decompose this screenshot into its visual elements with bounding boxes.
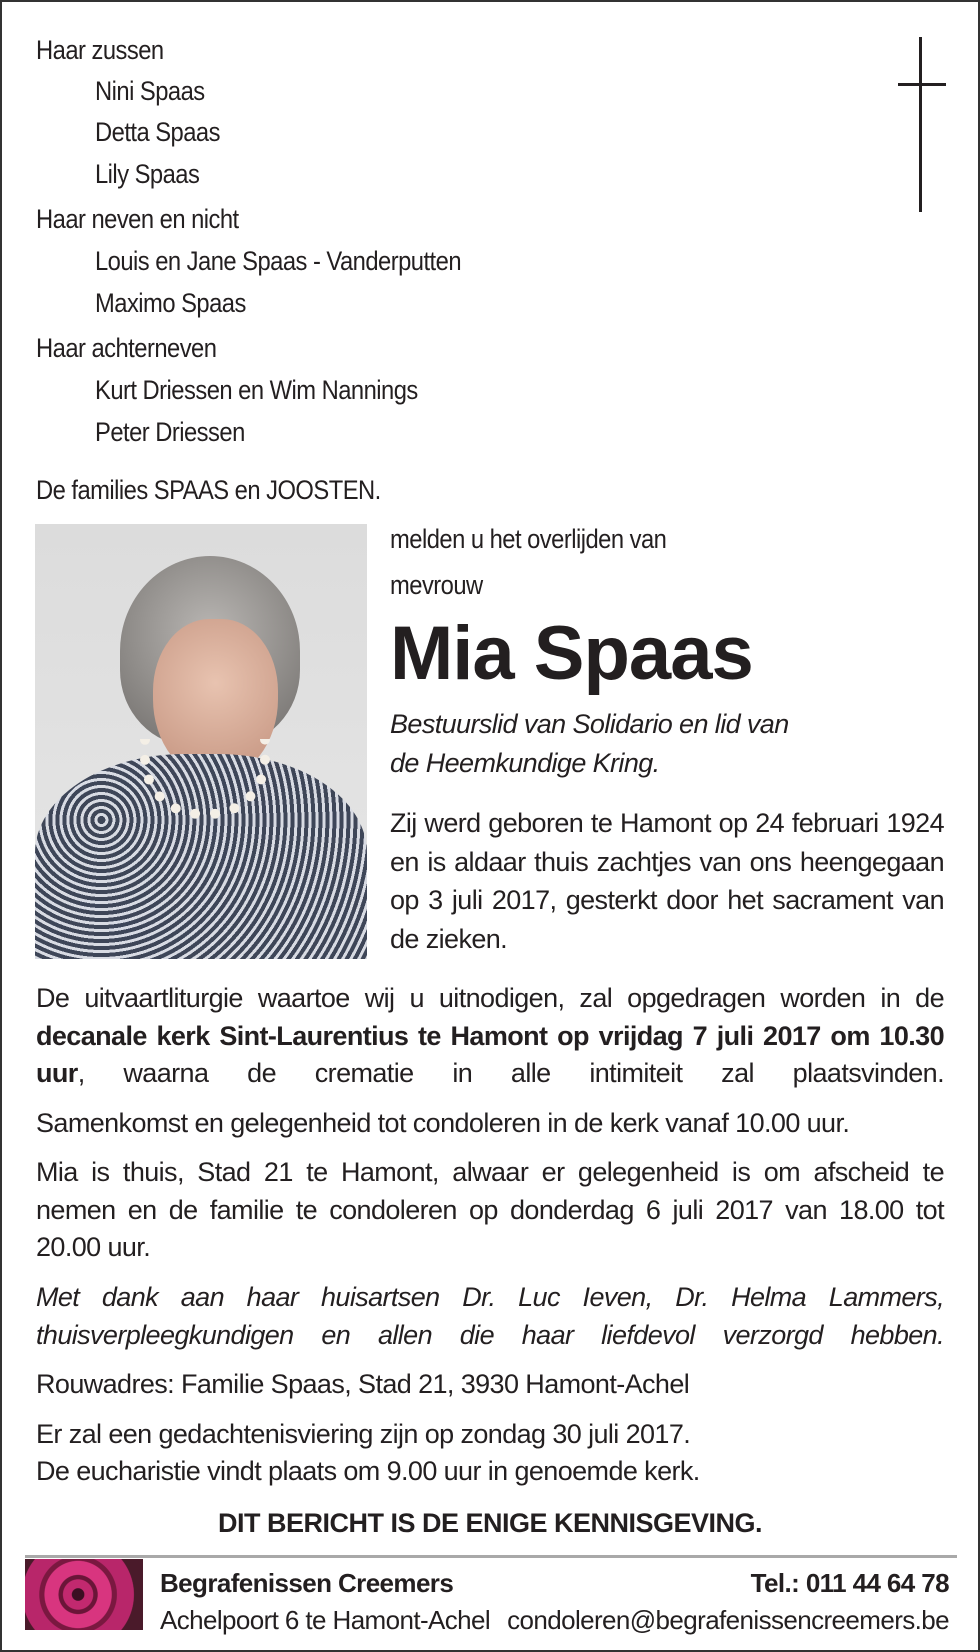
families-line: De families SPAAS en JOOSTEN. <box>36 475 381 505</box>
grandnephews-heading: Haar achterneven <box>36 333 217 363</box>
footer-divider <box>25 1555 957 1558</box>
memorial-line: De eucharistie vindt plaats om 9.00 uur in genoemde kerk. <box>36 1456 700 1486</box>
family-member: Maximo Spaas <box>95 288 246 318</box>
sisters-heading: Haar zussen <box>36 35 164 65</box>
family-member: Peter Driessen <box>95 417 245 447</box>
nephews-heading: Haar neven en nicht <box>36 204 239 234</box>
company-name: Begrafenissen Creemers <box>160 1568 454 1598</box>
notice: DIT BERICHT IS DE ENIGE KENNISGEVING. <box>217 1508 763 1538</box>
address-line: Rouwadres: Familie Spaas, Stad 21, 3930 Hamont-Achel <box>36 1369 690 1399</box>
memorial-line: Er zal een gedachtenisviering zijn op zondag 30 juli 2017. <box>36 1419 691 1449</box>
deceased-bio: Zij werd geboren te Hamont op 24 februari 1924 en is aldaar thuis zachtjes van ons heengegaan op 3 juli 2017, gesterkt door het sacrament van de zieken. <box>390 808 944 954</box>
family-member: Louis en Jane Spaas - Vanderputten <box>95 246 462 276</box>
funeral-text-end: , waarna de crematie in alle intimiteit zal plaatsvinden. <box>77 1058 944 1088</box>
deceased-role: Bestuurslid van Solidario en lid van de Heemkundige Kring. <box>390 709 789 778</box>
company-email[interactable]: condoleren@begrafenissencreemers.be <box>507 1605 949 1635</box>
family-member: Kurt Driessen en Wim Nannings <box>95 375 418 405</box>
family-member: Lily Spaas <box>95 159 200 189</box>
funeral-text: De uitvaartliturgie waartoe wij u uitnodigen, zal opgedragen worden in de <box>36 983 944 1013</box>
funeral-location: decanale kerk Sint-Laurentius te Hamont op vrijdag 7 juli 2017 om 10.30 uur <box>36 1020 944 1088</box>
thanks-paragraph: Met dank aan haar huisartsen Dr. Luc Ieven, Dr. Helma Lammers, thuisverpleegkundigen en allen die haar liefdevol verzorgd hebben. <box>36 1282 944 1350</box>
company-phone: Tel.: 011 44 64 78 <box>750 1568 949 1598</box>
family-member: Detta Spaas <box>95 117 220 147</box>
deceased-name: Mia Spaas <box>390 611 753 696</box>
rose-logo <box>25 1559 143 1630</box>
company-address: Achelpoort 6 te Hamont-Achel <box>160 1605 491 1635</box>
portrait-photo <box>35 524 367 959</box>
intro-line: melden u het overlijden van <box>390 524 667 554</box>
funeral-paragraph <box>36 980 944 1093</box>
family-member: Nini Spaas <box>95 76 205 106</box>
intro-title: mevrouw <box>390 570 483 600</box>
home-paragraph: Mia is thuis, Stad 21 te Hamont, alwaar er gelegenheid is om afscheid te nemen en de familie te condoleren op donderdag 6 juli 2017 van 18.00 tot 20.00 uur. <box>36 1157 944 1262</box>
gathering-paragraph: Samenkomst en gelegenheid tot condoleren in de kerk vanaf 10.00 uur. <box>36 1108 850 1138</box>
